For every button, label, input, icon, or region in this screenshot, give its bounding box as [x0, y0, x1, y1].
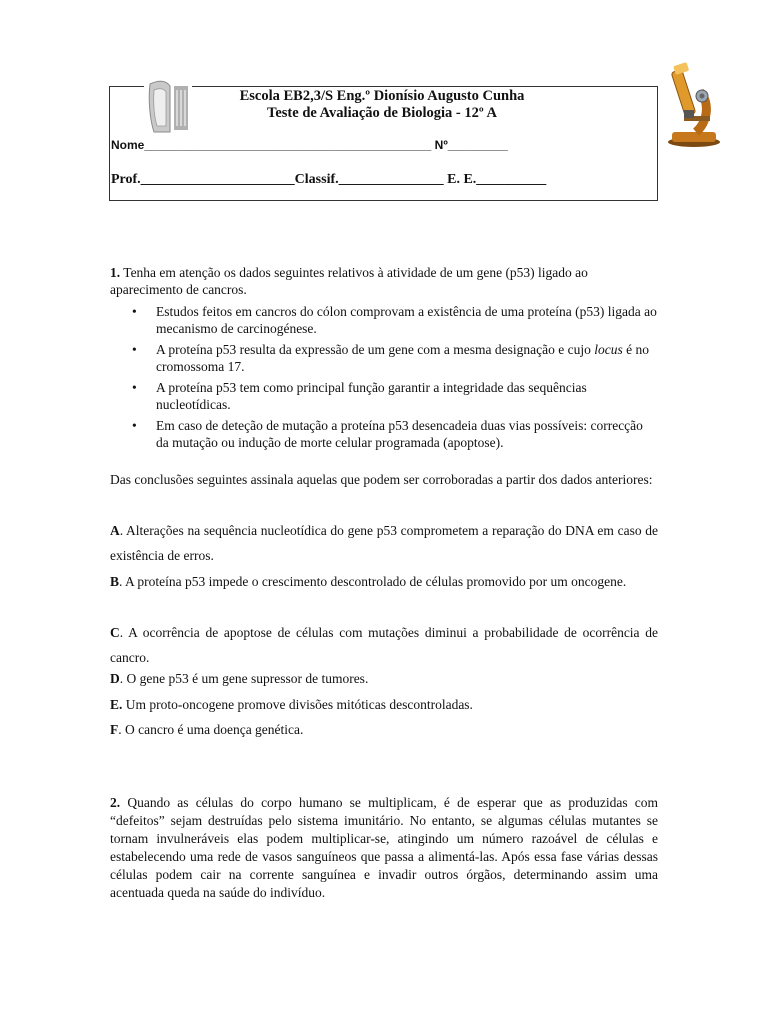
bullet-icon: • — [132, 418, 137, 433]
conclusion-instructions: Das conclusões seguintes assinala aquelas que podem ser corroboradas a partir dos dados anteriores: — [110, 472, 653, 487]
option-separator: . — [119, 574, 123, 589]
option-d — [110, 670, 658, 687]
list-item — [110, 417, 658, 451]
option-letter: E. — [110, 697, 123, 712]
question-2-number: 2. — [110, 795, 121, 810]
option-separator: . — [119, 671, 124, 686]
option-separator: . — [118, 722, 122, 737]
option-letter: C — [110, 625, 120, 640]
list-item — [110, 303, 658, 337]
option-e — [110, 696, 658, 713]
name-field-line: Nome___________________________________________ Nº_________ — [111, 138, 508, 152]
option-letter: B — [110, 574, 120, 589]
option-letter: A — [110, 523, 120, 538]
option-f — [110, 721, 658, 738]
school-logo — [144, 80, 192, 136]
test-title: Teste de Avaliação de Biologia - 12º A — [267, 105, 497, 121]
option-separator: . — [119, 523, 124, 538]
question-1-data-list — [110, 303, 658, 455]
option-separator: . — [119, 625, 124, 640]
option-c — [110, 620, 658, 670]
bullet-icon: • — [132, 304, 137, 319]
option-text: O gene p53 é um gene supressor de tumores. — [123, 671, 369, 686]
bullet-icon: • — [132, 380, 137, 395]
option-letter: F — [110, 722, 119, 737]
teacher-grade-field-line: Prof.______________________Classif._______________ E. E.__________ — [111, 172, 547, 187]
list-item-text: A proteína p53 tem como principal função garantir a integridade das sequências nucleotídicas. — [156, 380, 587, 412]
question-2-text: Quando as células do corpo humano se multiplicam, é de esperar que as produzidas com “defeitos” sejam destruídas pelo sistema imunitário. No entanto, se algumas células mutantes se tornam invulneráveis elas podem multiplicar-se, atingindo um número razoável de células e estabelecendo uma rede de vasos sanguíneos que passa a alimentá-las. Após essa fase várias dessas células podem cair na corrente sanguínea e invadir outros órgãos, determinando assim uma acentuada queda na saúde do indivíduo. — [110, 795, 659, 900]
option-a — [110, 518, 658, 568]
question-1-intro — [110, 264, 658, 298]
list-item-text: Estudos feitos em cancros do cólon comprovam a existência de uma proteína (p53) ligada ao mecanismo de carcinogénese. — [156, 304, 657, 336]
option-text: Um proto-oncogene promove divisões mitóticas descontroladas. — [122, 697, 473, 712]
list-item — [110, 379, 658, 413]
school-name: Escola EB2,3/S Eng.º Dionísio Augusto Cunha — [239, 88, 525, 104]
option-letter: D — [110, 671, 120, 686]
option-b — [110, 569, 658, 594]
option-text: A ocorrência de apoptose de células com mutações diminui a probabilidade de ocorrência de cancro. — [110, 625, 658, 665]
option-text: A proteína p53 impede o crescimento descontrolado de células promovido por um oncogene. — [122, 574, 627, 589]
question-1-text: Tenha em atenção os dados seguintes relativos à atividade de um gene (p53) ligado ao aparecimento de cancros. — [110, 265, 588, 297]
question-1-number: 1. — [110, 265, 121, 280]
option-text: Alterações na sequência nucleotídica do gene p53 comprometem a reparação do DNA em caso de existência de erros. — [110, 523, 658, 563]
list-item — [110, 341, 658, 375]
bullet-icon: • — [132, 342, 137, 357]
list-item-text: Em caso de deteção de mutação a proteína p53 desencadeia duas vias possíveis: correcção da mutação ou indução de morte celular programada (apoptose). — [156, 418, 643, 450]
question-2 — [110, 794, 658, 902]
list-item-italic-term: locus — [594, 342, 623, 357]
microscope-icon — [664, 62, 724, 148]
list-item-text-pre: A proteína p53 resulta da expressão de um gene com a mesma designação e cujo — [156, 342, 595, 357]
option-text: O cancro é uma doença genética. — [121, 722, 304, 737]
list-item-text-post: é no cromossoma 17. — [156, 342, 649, 374]
